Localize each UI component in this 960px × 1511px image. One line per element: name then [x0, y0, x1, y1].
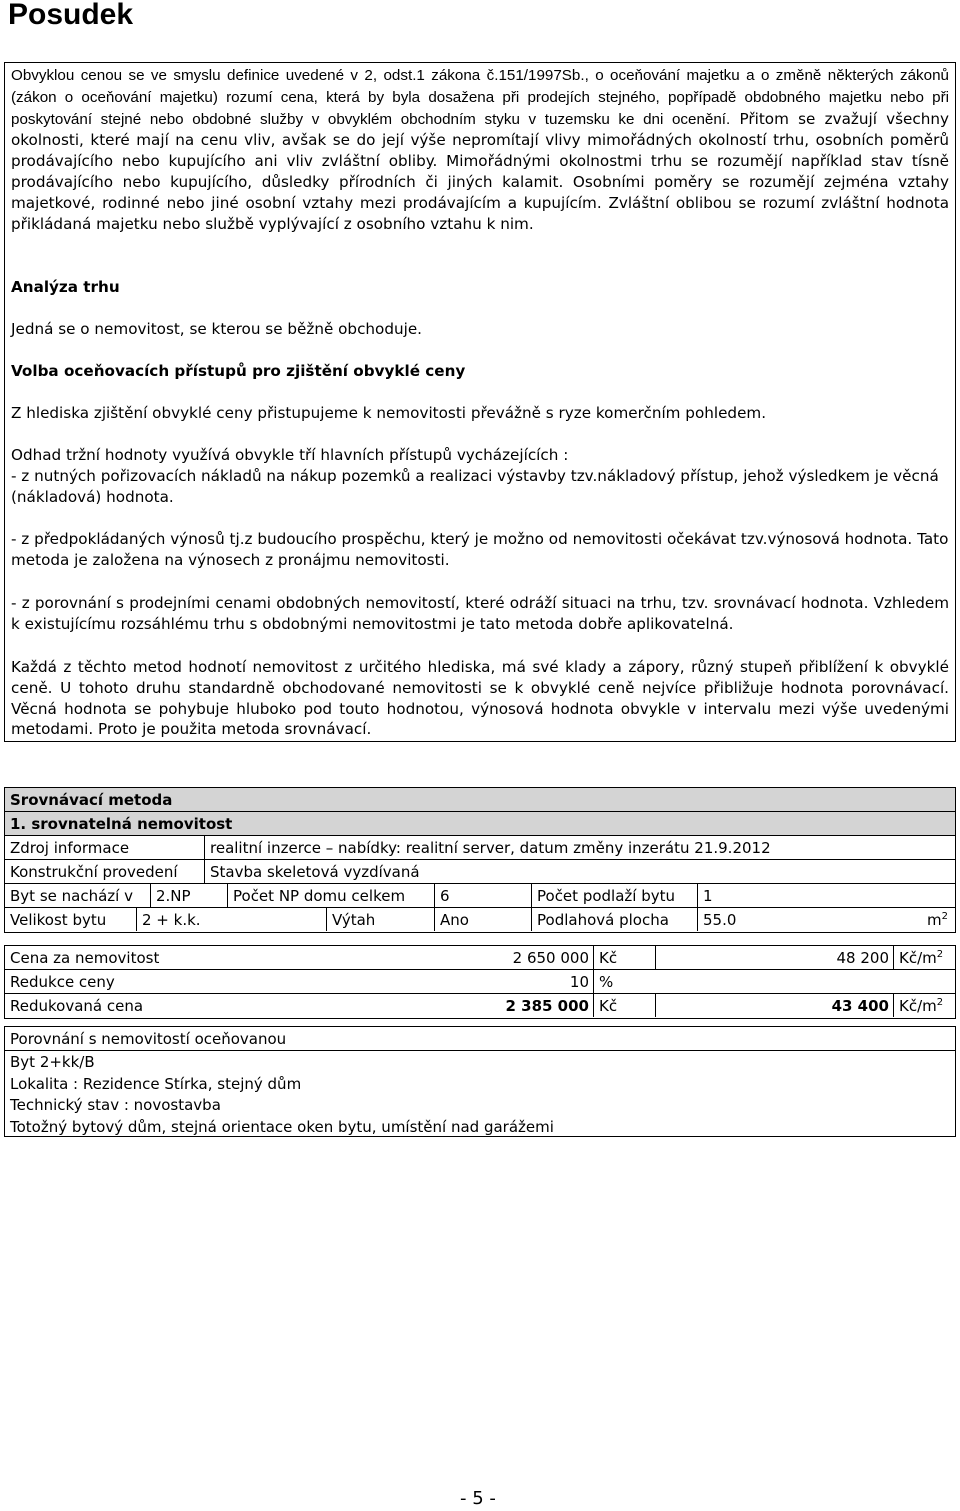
konstrukce-row [5, 860, 955, 884]
porovnani-title: Porovnání s nemovitostí oceňovanou [10, 1030, 287, 1048]
price-table [4, 945, 956, 1019]
porovnani-title-row [5, 1027, 955, 1051]
kazda-metoda-text: Každá z těchto metod hodnotí nemovitost z určitého hlediska, má své klady a zápory, různý stupeň přiblížení k obvyklé ceně. U tohoto druhu standardně obchodované nemovitosti se k obvyklé ceně nejvíce přibližuje hodnota porovnávací. Věcná hodnota se pohybuje hluboko pod touto hodnotou, výnosová hodnota obvykle v intervalu mezi výše uvedenými metodami. Proto je použita metoda srovnávací. [11, 658, 949, 739]
odhad-nakladovy: - z nutných pořizovacích nákladů na nákup pozemků a realizaci výstavby tzv.nákladový přístup, jehož výsledkem je věcná (nákladová) hodnota. [11, 467, 939, 506]
redukovana-value: 2 385 000 [505, 997, 589, 1015]
redukovana-row [5, 994, 955, 1018]
intro-paragraph [11, 65, 949, 234]
np-label: Počet NP domu celkem [227, 884, 434, 907]
volba-text: Z hlediska zjištění obvyklé ceny přistupujeme k nemovitosti převážně s ryze komerčním pohledem. [11, 404, 767, 422]
redukovana-m2-unit: $Kč/m^2$ [893, 994, 955, 1017]
porovnani-line: Lokalita : Rezidence Stírka, stejný dům [10, 1074, 302, 1093]
odhad-srovnavaci: - z porovnání s prodejními cenami obdobných nemovitostí, které odráží situaci na trhu, tzv. srovnávací hodnota. Vzhledem k existujícímu rozsáhlému trhu s obdobnými nemovitostmi je tato metoda dobře aplikovatelná. [11, 594, 949, 633]
cena-row [5, 946, 955, 970]
redukce-row [5, 970, 955, 994]
porovnani-line: Technický stav : novostavba [10, 1096, 221, 1114]
plocha-unit: $m^2$ [927, 911, 948, 929]
byt-value: 2.NP [150, 884, 227, 907]
redukce-unit: % [593, 970, 955, 993]
cena-label: Cena za nemovitost [10, 949, 160, 967]
page-title: Posudek [8, 0, 134, 31]
redukovana-label: Redukovaná cena [10, 997, 144, 1015]
cena-unit: Kč [593, 946, 655, 969]
redukovana-m2-value: 43 400 [655, 994, 893, 1017]
intro-paragraph-part-b: Přitom se zvažují všechny okolnosti, které mají na cenu vliv, avšak se do její výše nepromítají vlivy mimořádných okolností trhu, osobních poměrů prodávajícího nebo kupujícího ani vliv zvláštní obliby. Mimořádnými okolnostmi trhu se rozumějí například stav tísně prodávajícího nebo kupujícího, důsledky přírodních či jiných kalamit. Osobními poměry se rozumějí zejména vztahy majetkové, rodinné nebo jiné osobní vztahy mezi prodávajícím a kupujícím. Zvláštní oblibou se rozumí zvláštní hodnota přikládaná majetku nebo službě vyplývající z osobního vztahu k nim. [11, 109, 949, 233]
byt-label: Byt se nachází v [10, 887, 133, 905]
analyza-text: Jedná se o nemovitost, se kterou se běžně obchoduje. [11, 320, 422, 338]
zdroj-value: realitní inzerce – nabídky: realitní server, datum změny inzerátu 21.9.2012 [204, 836, 955, 859]
pp-label: Počet podlaží bytu [531, 884, 697, 907]
cena-m2-unit: $Kč/m^2$ [893, 946, 955, 969]
redukce-value: 10 [569, 973, 589, 991]
redukovana-unit: Kč [593, 994, 655, 1017]
plocha-value: 55.0 [697, 908, 897, 931]
zdroj-label: Zdroj informace [10, 839, 130, 857]
porovnani-details [4, 1050, 956, 1137]
velikost-value: 2 + k.k. [136, 908, 326, 931]
odhad-intro: Odhad tržní hodnoty využívá obvykle tří hlavních přístupů vycházejících : [11, 446, 569, 464]
velikost-label: Velikost bytu [10, 911, 107, 929]
konstrukce-label: Konstrukční provedení [10, 863, 178, 881]
byt-row [5, 884, 955, 908]
vytah-value: Ano [434, 908, 531, 931]
item-title: 1. srovnatelná nemovitost [10, 815, 233, 833]
section-title: Srovnávací metoda [10, 791, 173, 809]
pp-value: 1 [697, 884, 955, 907]
cena-m2-value: 48 200 [655, 946, 893, 969]
intro-frame [4, 62, 956, 742]
item-title-row [5, 812, 955, 836]
zdroj-row [5, 836, 955, 860]
konstrukce-value: Stavba skeletová vyzdívaná [204, 860, 955, 883]
plocha-label: Podlahová plocha [531, 908, 697, 931]
velikost-row [5, 908, 955, 932]
porovnani-title-box [4, 1026, 956, 1051]
heading-volba-pristupu: Volba oceňovacích přístupů pro zjištění obvyklé ceny [11, 362, 466, 380]
odhad-vynosovy: - z předpokládaných výnosů tj.z budoucího prospěchu, který je možno od nemovitosti očekávat tzv.výnosová hodnota. Tato metoda je založena na výnosech z pronájmu nemovitosti. [11, 530, 949, 569]
intro-paragraph-part-a: Obvyklou cenou se ve smyslu definice uvedené v 2, odst.1 zákona č.151/1997Sb., o oceňování majetku a o změně některých zákonů (zákon o oceňování majetku) rozumí cena, která by byla dosažena při prodejích stejného, popřípadě obdobného majetku nebo při poskytování stejné nebo obdobné služby v obvyklém obchodním styku v tuzemsku ke dni ocenění. [11, 67, 949, 128]
heading-analyza-trhu: Analýza trhu [11, 278, 120, 296]
porovnani-line: Byt 2+kk/B [10, 1053, 95, 1071]
vytah-label: Výtah [326, 908, 434, 931]
porovnani-line: Totožný bytový dům, stejná orientace oken bytu, umístění nad garážemi [10, 1117, 554, 1136]
cena-value: 2 650 000 [512, 949, 589, 967]
redukce-label: Redukce ceny [10, 973, 115, 991]
comparison-table [4, 787, 956, 933]
section-title-row [5, 788, 955, 812]
np-value: 6 [434, 884, 531, 907]
page-number: - 5 - [460, 1488, 496, 1509]
